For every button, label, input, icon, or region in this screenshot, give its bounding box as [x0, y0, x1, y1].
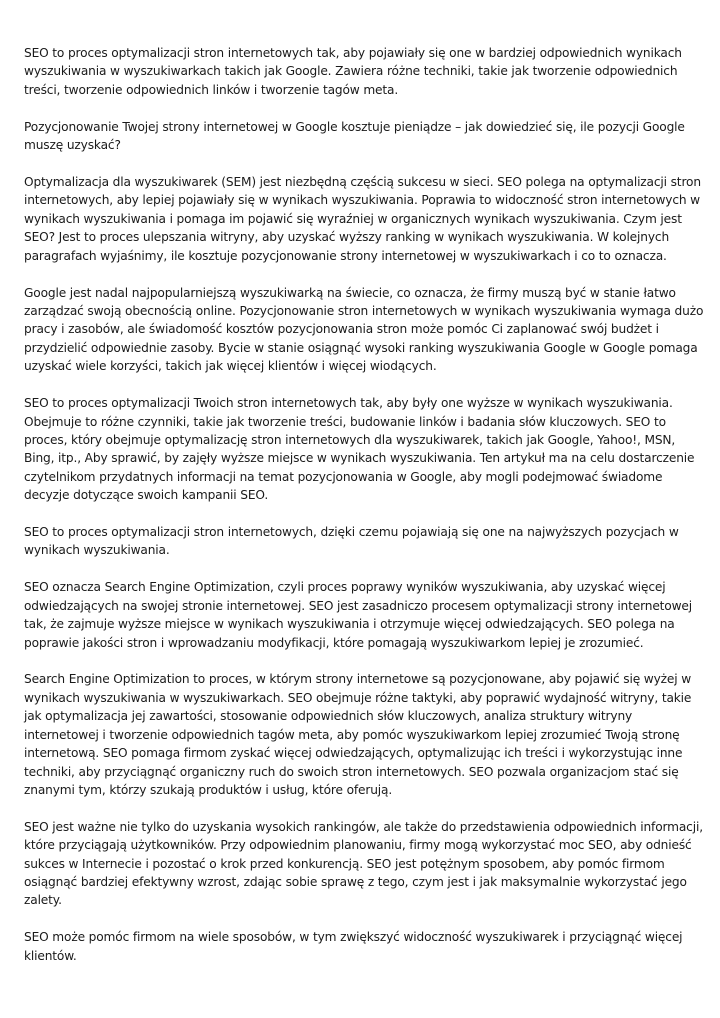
- paragraph-10: SEO może pomóc firmom na wiele sposobów, w tym zwiększyć widoczność wyszukiwarek i przyciągnąć więcej klientów.: [24, 930, 683, 963]
- paragraph-2: Pozycjonowanie Twojej strony internetowej w Google kosztuje pieniądze – jak dowiedzieć się, ile pozycji Google muszę uzyskać?: [24, 119, 685, 153]
- paragraph-7: SEO oznacza Search Engine Optimization, czyli proces poprawy wyników wyszukiwania, aby uzyskać więcej odwiedzających na swojej stronie internetowej. SEO jest zasadniczo procesem optymalizacji strony internetowej tak, że zajmuje wyższe miejsce w wynikach wyszukiwania i otrzymuje więcej odwiedzających. SEO polega na poprawie jakości stron i wprowadzaniu modyfikacji, które pomagają wyszukiwarkom lepiej je zrozumieć.: [24, 580, 693, 650]
- paragraph-4: Google jest nadal najpopularniejszą wyszukiwarką na świecie, co oznacza, że firmy muszą być w stanie łatwo zarządzać swoją obecnością online. Pozycjonowanie stron internetowych w wynikach wyszukiwania wymaga dużo pracy i zasobów, ale świadomość kosztów pozycjonowania stron może pomóc Ci zaplanować swój budżet i przydzielić odpowiednie zasoby. Bycie w stanie osiągnąć wysoki ranking wyszukiwania Google w Google pomaga uzyskać wiele korzyści, takich jak więcej klientów i więcej wiodących.: [24, 285, 704, 374]
- paragraph-5: SEO to proces optymalizacji Twoich stron internetowych tak, aby były one wyższe w wynikach wyszukiwania. Obejmuje to różne czynniki, takie jak tworzenie treści, budowanie linków i badania słów kluczowych. SEO to proces, który obejmuje optymalizację stron internetowych dla wyszukiwarek, takich jak Google, Yahoo!, MSN, Bing, itp., Aby sprawić, by zajęły wyższe miejsce w wynikach wyszukiwania. Ten artykuł ma na celu dostarczenie czytelnikom przydatnych informacji na temat pozycjonowania w Google, aby mogli podejmować świadome decyzje dotyczące swoich kampanii SEO.: [24, 396, 695, 503]
- paragraph-1: SEO to proces optymalizacji stron internetowych tak, aby pojawiały się one w bardziej odpowiednich wynikach wyszukiwania w wyszukiwarkach takich jak Google. Zawiera różne techniki, takie jak tworzenie odpowiednich treści, tworzenie odpowiednich linków i tworzenie tagów meta.: [24, 46, 682, 97]
- document-body: [24, 44, 706, 984]
- paragraph-6: SEO to proces optymalizacji stron internetowych, dzięki czemu pojawiają się one na najwyższych pozycjach w wynikach wyszukiwania.: [24, 525, 679, 558]
- paragraph-9: SEO jest ważne nie tylko do uzyskania wysokich rankingów, ale także do przedstawienia odpowiednich informacji, które przyciągają użytkowników. Przy odpowiednim planowaniu, firmy mogą wykorzystać moc SEO, aby odnieść sukces w Internecie i pozostać o krok przed konkurencją. SEO jest potężnym sposobem, aby pomóc firmom osiągnąć bardziej efektywny wzrost, zdając sobie sprawę z tego, czym jest i jak maksymalnie wykorzystać jego zalety.: [24, 819, 703, 908]
- paragraph-8: Search Engine Optimization to proces, w którym strony internetowe są pozycjonowane, aby pojawić się wyżej w wynikach wyszukiwania w wyszukiwarkach. SEO obejmuje różne taktyki, aby poprawić wydajność witryny, takie jak optymalizacja jej zawartości, stosowanie odpowiednich słów kluczowych, analiza struktury witryny internetowej i tworzenie odpowiednich tagów meta, aby pomóc wyszukiwarkom lepiej zrozumieć Twoją stronę internetową. SEO pomaga firmom zyskać więcej odwiedzających, optymalizując ich treści i wykorzystując inne techniki, aby przyciągnąć organiczny ruch do swoich stron internetowych. SEO pozwala organizacjom stać się znanymi tym, którzy szukają produktów i usług, które oferują.: [24, 672, 692, 797]
- paragraph-3: Optymalizacja dla wyszukiwarek (SEM) jest niezbędną częścią sukcesu w sieci. SEO polega na optymalizacji stron internetowych, aby lepiej pojawiały się w wynikach wyszukiwania. Poprawia to widoczność stron internetowych w wynikach wyszukiwania i pomaga im pojawić się wyraźniej w organicznych wynikach wyszukiwania. Czym jest SEO? Jest to proces ulepszania witryny, aby uzyskać wyższy ranking w wynikach wyszukiwania. W kolejnych paragrafach wyjaśnimy, ile kosztuje pozycjonowanie strony internetowej w wyszukiwarkach i co to oznacza.: [24, 175, 701, 263]
